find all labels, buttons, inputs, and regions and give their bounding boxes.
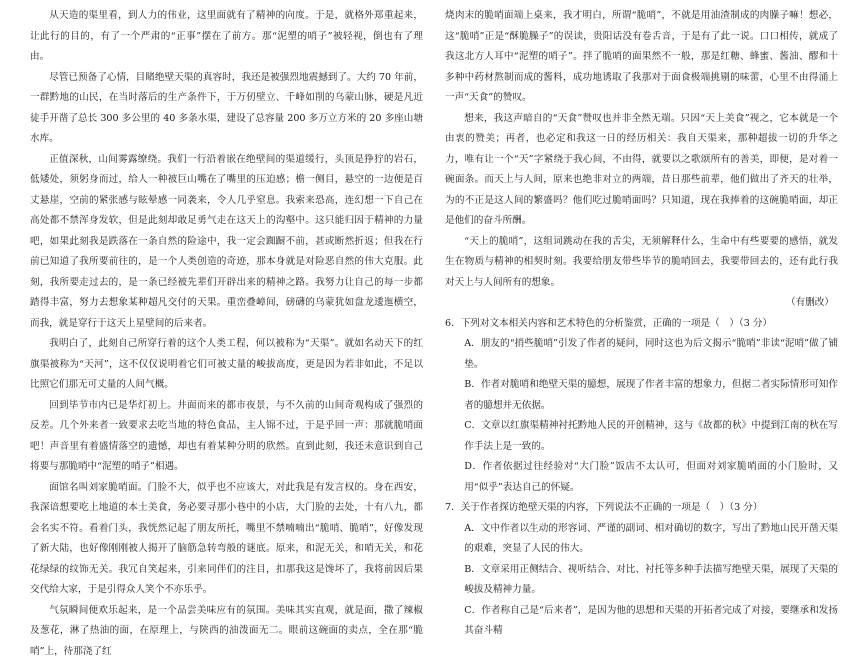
passage-paragraph: 尽管已预备了心情，目睹绝壁天渠的真容时，我还是被强烈地震撼到了。大约 70 年前，一群黔地的山民，在当时落后的生产条件下，于万仞壁立、千峰如削的乌蒙山脉，硬是凡近徒手开凿了总长 300 多公里的 40 多条水渠，建设了总容量 200 多万立方米的 20 多座山塘水库。 [30, 68, 423, 150]
question-6-stem: 6．下列对文本相关内容和艺术特色的分析鉴赏，正确的一项是（ ）（3 分） [445, 314, 838, 335]
passage-paragraph: 气氛瞬间便欢乐起来，是一个品尝美味应有的氛围。美味其实直观，就是面，撒了辣椒及葱花，淋了热油的面，在原理上，与陕西的油泼面无二。眼前这碗面的卖点，全在那“脆哨”上，待那浇了红 [30, 601, 423, 662]
passage-paragraph: 想来，我这声暗自的“天食”赞叹也并非全然无端。只因“天上美食”视之，它本就是一个由衷的赞美；再者，也必定和我这一日的经历相关：我自天渠来，那种超拔一切的升华之力，唯有让一个“天”字紧绕于我心间，不由得，就要以之歌颂所有的善美，即便，是对着一碗面条。而天上与人间，原来也绝非对立的两端，昔日那些前辈，他们做出了齐天的壮举，为的不正是这人间的繁盛吗？他们吃过脆哨面吗？只知道，现在我捧着的这碗脆哨面，却正是他们的奋斗所酬。 [445, 109, 838, 232]
passage-paragraph: 从天造的渠里看，到人力的伟业，这里面就有了精神的向度。于是，就格外郑重起来，让此行的目的，有了一个严肃的“正事”摆在了前方。那“泥塑的哨子”被轻视，倒也有了理由。 [30, 6, 423, 68]
question-6-option-c: C．文章以红旗渠精神衬托黔地人民的开创精神，这与《故都的秋》中提到江南的秋在写作手法上是一致的。 [445, 416, 838, 457]
passage-paragraph: “天上的脆哨”，这组词跳动在我的舌尖，无须解释什么，生命中有些要要的感悟，就发生在物质与精神的相契时刻。我要给朋友带些毕节的脆哨回去，我要带回去的，还有此行我对天上与人间所有的想象。 [445, 232, 838, 294]
passage-paragraph: 回到毕节市内已是华灯初上。井面而来的都市夜景，与不久前的山间奇观构成了强烈的反差。几个外来者一致要求去吃当地的特色食品，主人锦不过，于是乎回一声：那就脆哨面吧！声音里有着盛情落空的遗憾，却也有着某种分明的欣然。直到此刻，我还未意识到自己将要与那脆哨中“泥塑的哨子”相遇。 [30, 396, 423, 478]
question-6-option-d: D．作者依据过往经验对“大门脸”饭店不太认可，但面对刘家脆哨面的小门脸时，又用“似乎”表达自己的怀疑。 [445, 457, 838, 498]
question-7-option-c: C．作者称自己是“后来者”，是因为他的思想和天渠的开拓者完成了对接，要继承和发扬其奋斗精 [445, 601, 838, 642]
question-6-option-b: B．作者对脆哨和绝壁天渠的臆想，展现了作者丰富的想象力，但据二者实际情形可知作者的臆想并无依据。 [445, 375, 838, 416]
question-6-option-a: A．朋友的“捎些脆哨”引发了作者的疑问，同时这也为后文揭示“脆哨”非读“泥哨”做了铺垫。 [445, 334, 838, 375]
passage-paragraph: 面馆名叫刘家脆哨面。门脸不大，似乎也不应该大，对此我是有发言权的。身在西安，我深谙想要吃上地道的本土美食，务必要寻那小巷中的小店，大门脸的去处，十有八九，都会名实不符。看着门头，我恍然记起了朋友所托，嘴里不禁喃喃出“脆哨、脆哨”，好像发现了新大陆，也好像刚刚被人揭开了脑筋急转弯般的谜底。原来，和泥无关，和哨无关，和花花绿绿的纹饰无关。我冗自笑起来，引来同伴们的注目，扣那我这是馋坏了，我将前因后果交代给大家，于是引得众人笑个不亦乐乎。 [30, 478, 423, 601]
left-column [30, 6, 423, 607]
source-note: （有删改） [445, 293, 838, 314]
question-7-option-a: A．文中作者以生动的形容词、严谨的副词、相对确切的数字，写出了黔地山民开凿天渠的艰难，突显了人民的伟大。 [445, 519, 838, 560]
question-7-stem: 7．关于作者探访绝壁天渠的内容，下列说法不正确的一项是（ ）（3 分） [445, 498, 838, 519]
right-column [445, 6, 838, 607]
passage-paragraph: 正值深秋，山间雾露缭绕。我们一行沿着嵌在绝壁间的渠道缓行，头顶是狰狞的岩石，低矮处，须躬身而过，给人一种被巨山嘴在了嘴里的压迫感；檐一侧目，悬空的一边便是百丈悬崖，空前的紧张感与眩晕感一同袭来，令人几乎窒息。我索来恐高，连幻想一下自己在高处都不禁浑身发软，但是此刻却敢足勇气走在这天上的沟壑中。这只能归因于精神的力量吧，如果此刻我是跌落在一条自然的险途中，我一定会踟蹰不前，甚或断然折返；但我在行前已知道了我所要前往的，是一个人类创造的奇迹，那本身就是对险恶自然的伟大克服。此刻，我所要走过去的，是一条已经被先辈们开辟出来的精神之路。我努力让自己的每一步都踏得丰富，努力去想象某种超凡交付的天果。重峦叠嶂间，磅礴的乌蒙犹如盘龙逶迤横空，而我，就是穿行于这天上星壁间的后来者。 [30, 150, 423, 335]
passage-paragraph: 烧肉末的脆哨面端上桌来，我才明白，所谓“脆哨”，不就是用油渣制成的肉臊子嘛！想必，这“脆哨”正是“酥脆臊子”的误读，贵阳话没有卷舌音，于是有了此一说。口口相传，就成了我这北方人耳中“泥塑的哨子”。拌了脆哨的面果然不一般，那是红糖、蜂蜜、酱油、醪和十多种中药材熬制而成的酱料，成功地诱取了我那对于面食极端挑剔的味蕾，心里不由得涌上一声“天食”的赞叹。 [445, 6, 838, 109]
passage-paragraph: 我明白了，此刻自己所穿行着的这个人类工程，何以被称为“天渠”。就如名动天下的红旗渠被称为“天河”，这不仅仅说明着它们可被丈量的峻拔高度，更是因为若非如此，不足以比照它们那无可丈量的人间气概。 [30, 334, 423, 396]
question-7-option-b: B．文章采用正侧结合、视听结合、对比、衬托等多种手法描写绝壁天渠，展现了天渠的峻拔及精神力量。 [445, 560, 838, 601]
